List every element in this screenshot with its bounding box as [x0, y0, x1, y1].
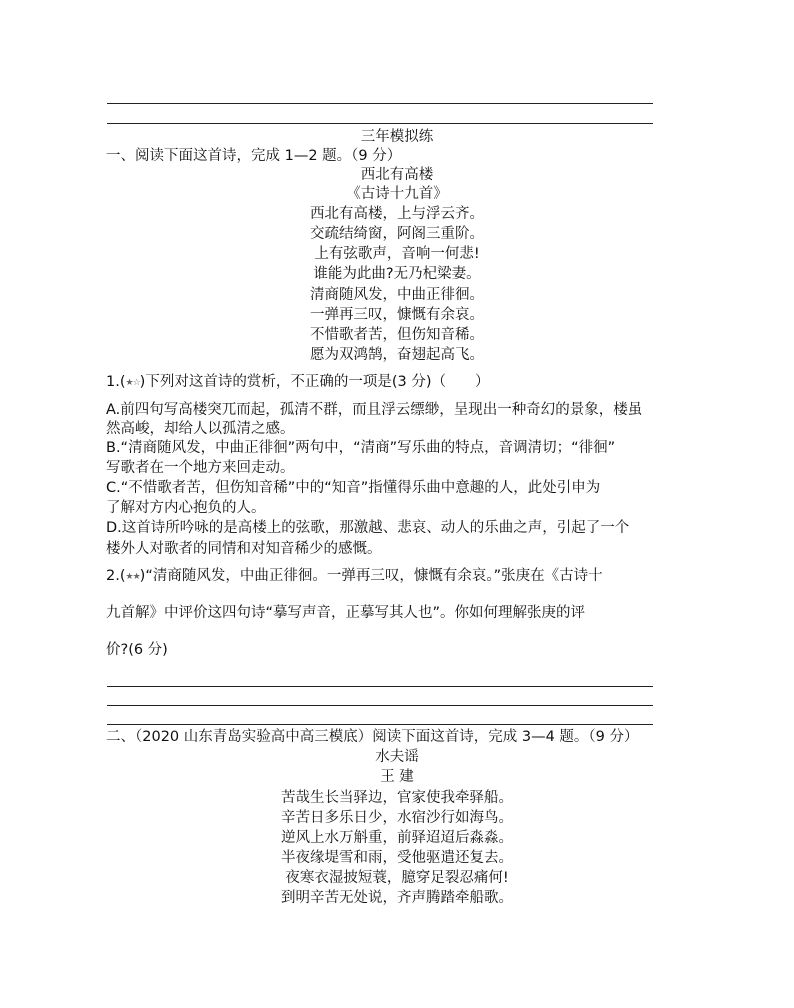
poem1-line: 愿为双鸿鹄，奋翅起高飞。 — [310, 347, 484, 363]
poem1-title: 西北有高楼 — [360, 167, 434, 183]
header-rule-2 — [107, 123, 653, 124]
part2-heading: 二、（2020 山东青岛实验高中高三模底）阅读下面这首诗，完成 3—4 题。（9 分） — [106, 729, 639, 745]
difficulty-stars-icon: ★☆ — [125, 378, 140, 388]
option-d-line-1: D.这首诗所吟咏的是高楼上的弦歌，那激越、悲哀、动人的乐曲之声，引起了一个 — [106, 520, 630, 536]
difficulty-stars-icon: ★★ — [125, 572, 140, 582]
poem1-line: 上有弦歌声，音响一何悲! — [314, 246, 480, 262]
option-b-line-2: 写歌者在一个地方来回走动。 — [106, 460, 295, 476]
question-2-line-3: 价?(6 分) — [106, 642, 168, 658]
question-text: 下列对这首诗的赏析，不正确的一项是(3 分)（ ） — [145, 374, 490, 390]
option-d-line-2: 楼外人对歌者的同情和对知音稀少的感慨。 — [106, 541, 382, 557]
poem1-line: 谁能为此曲?无乃杞梁妻。 — [313, 266, 481, 282]
option-a-line-2: 然高峻，却给人以孤清之感。 — [106, 421, 295, 437]
option-a-line-1: A.前四句写高楼突兀而起，孤清不群，而且浮云缥缈，呈现出一种奇幻的景象，楼虽 — [106, 402, 643, 418]
poem1-source: 《古诗十九首》 — [346, 186, 448, 202]
part1-heading: 一、阅读下面这首诗，完成 1—2 题。（9 分） — [106, 148, 402, 164]
poem2-title: 水夫谣 — [375, 749, 419, 765]
poem1-line: 不惜歌者苦，但伤知音稀。 — [310, 327, 484, 343]
poem2-line: 辛苦日多乐日少，水宿沙行如海鸟。 — [281, 810, 513, 826]
answer-line-3[interactable] — [107, 724, 653, 725]
section-title: 三年模拟练 — [360, 129, 434, 145]
poem1-line: 一弹再三叹，慷慨有余哀。 — [310, 307, 484, 323]
answer-line-2[interactable] — [107, 705, 653, 706]
question-2-line-2: 九首解》中评价这四句诗“摹写声音，正摹写其人也”。你如何理解张庚的评 — [106, 605, 586, 621]
option-c-line-2: 了解对方内心抱负的人。 — [106, 500, 266, 516]
poem2-line: 到明辛苦无处说，齐声腾踏牵船歌。 — [281, 890, 513, 906]
question-number: 1. — [106, 374, 120, 390]
poem1-line: 清商随风发，中曲正徘徊。 — [310, 287, 484, 303]
poem2-line: 半夜缘堤雪和雨，受他驱遣还复去。 — [281, 850, 513, 866]
poem1-line: 西北有高楼，上与浮云齐。 — [310, 206, 484, 222]
option-c-line-1: C.“不惜歌者苦，但伤知音稀”中的“知音”指懂得乐曲中意趣的人，此处引申为 — [106, 480, 601, 496]
poem1-line: 交疏结绮窗，阿阁三重阶。 — [310, 226, 484, 242]
question-2: 2.(★★)“清商随风发，中曲正徘徊。一弹再三叹，慷慨有余哀。”张庚在《古诗十 — [106, 568, 603, 584]
poem2-author: 王 建 — [380, 769, 414, 785]
question-text-line-1: “清商随风发，中曲正徘徊。一弹再三叹，慷慨有余哀。”张庚在《古诗十 — [145, 568, 603, 584]
poem2-line: 夜寒衣湿披短蓑，臆穿足裂忍痛何! — [285, 870, 509, 886]
answer-line-1[interactable] — [107, 686, 653, 687]
poem2-line: 苦哉生长当驿边，官家使我牵驿船。 — [281, 790, 513, 806]
question-1: 1.(★☆)下列对这首诗的赏析，不正确的一项是(3 分)（ ） — [106, 374, 490, 390]
option-b-line-1: B.“清商随风发，中曲正徘徊”两句中，“清商”写乐曲的特点，音调清切；“徘徊” — [106, 440, 616, 456]
poem2-line: 逆风上水万斛重，前驿迢迢后淼淼。 — [281, 830, 513, 846]
header-rule-1 — [107, 103, 653, 104]
question-number: 2. — [106, 568, 120, 584]
